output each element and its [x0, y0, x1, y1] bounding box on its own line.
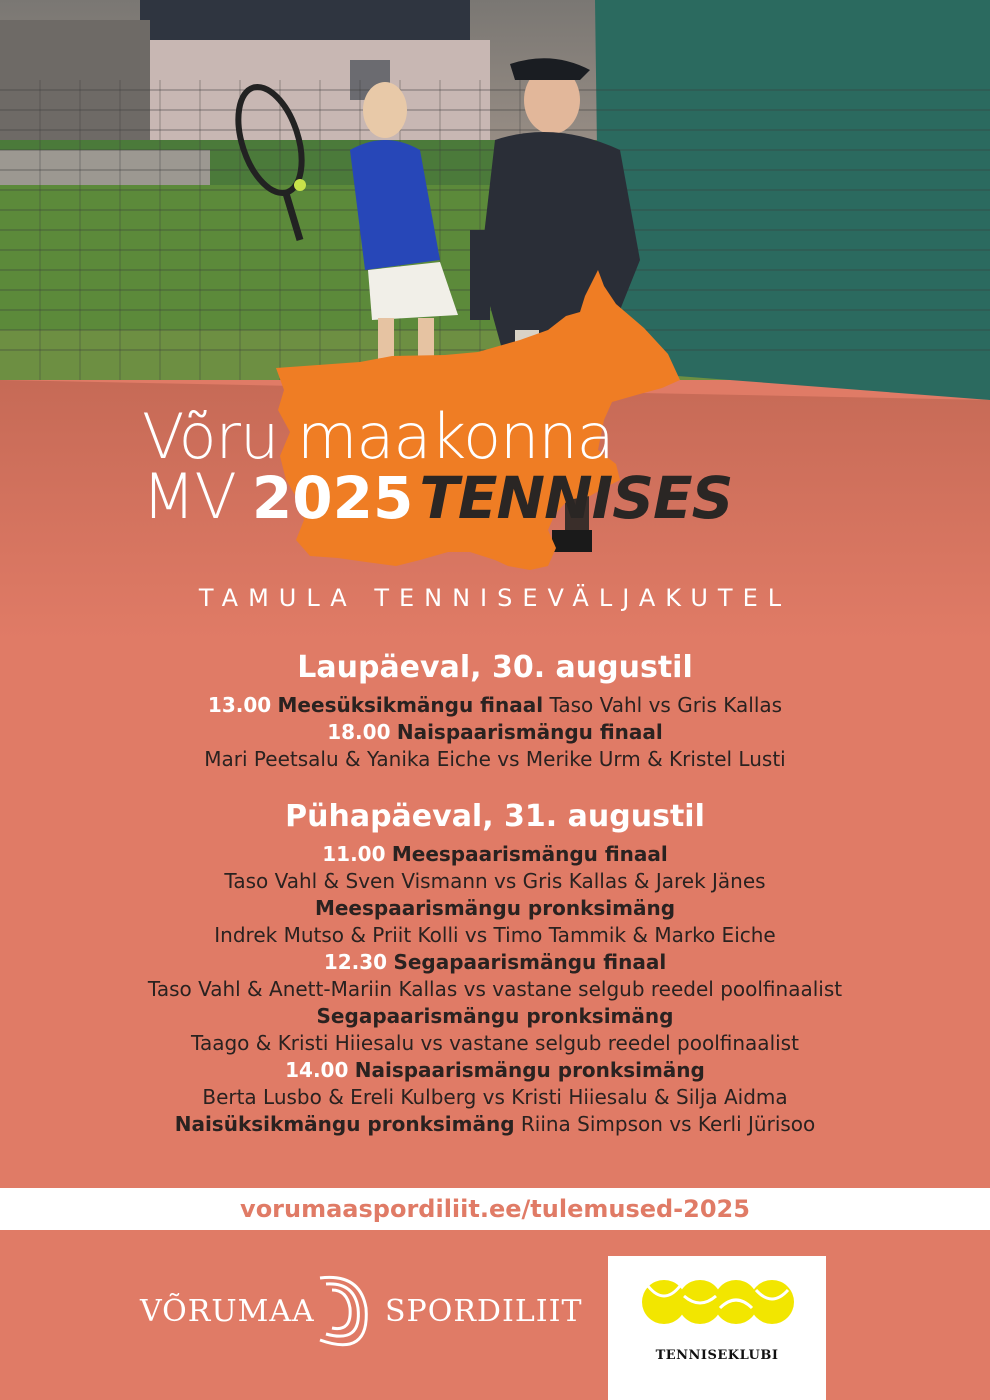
tennis-court-photo	[0, 0, 990, 640]
schedule-line: Meespaarismängu pronksimäng	[314, 896, 676, 920]
schedule-line: Mari Peetsalu & Yanika Eiche vs Merike Urm & Kristel Lusti	[204, 747, 786, 771]
venue-text: TAMULA TENNISEVÄLJAKUTEL	[198, 584, 792, 612]
title-sport: TENNISES	[419, 464, 733, 532]
results-link[interactable]: vorumaaspordiliit.ee/tulemused-2025	[240, 1195, 750, 1223]
title-row-2	[142, 460, 732, 533]
schedule-line: Taago & Kristi Hiiesalu vs vastane selgub reedel poolfinaalist	[191, 1031, 799, 1055]
vsch-ball-letters-icon	[608, 1256, 826, 1346]
title-county: Võru maakonna	[142, 400, 614, 473]
logo-caption: TENNISEKLUBI	[655, 1348, 779, 1363]
schedule-line: Naisüksikmängu pronksimäng Riina Simpson vs Kerli Jürisoo	[174, 1112, 816, 1136]
schedule-line: 14.00 Naispaarismängu pronksimäng	[285, 1058, 705, 1082]
vorumaa-spordiliit-logo	[140, 1268, 583, 1358]
title-mv: MV	[142, 460, 236, 533]
schedule-line: Taso Vahl & Anett-Mariin Kallas vs vastane selgub reedel poolfinaalist	[147, 977, 843, 1001]
url-band	[0, 1188, 990, 1230]
schedule-line: Indrek Mutso & Priit Kolli vs Timo Tammik & Marko Eiche	[214, 923, 776, 947]
hero-photo	[0, 0, 990, 640]
logo-word-vorumaa: VÕRUMAA	[140, 1294, 315, 1329]
schedule-line: 12.30 Segapaarismängu finaal	[323, 950, 667, 974]
schedule-line: Taso Vahl & Sven Vismann vs Gris Kallas & Jarek Jänes	[224, 869, 766, 893]
vsch-tenniseklubi-logo	[608, 1256, 826, 1400]
day-saturday	[0, 648, 990, 773]
arc-swoosh-icon	[320, 1277, 366, 1344]
logo-word-spordiliit: SPORDILIIT	[385, 1294, 583, 1329]
day-title: Pühapäeval, 31. augustil	[285, 799, 705, 834]
schedule-line: 13.00 Meesüksikmängu finaal Taso Vahl vs Gris Kallas	[207, 693, 783, 717]
schedule	[0, 648, 990, 1138]
schedule-line: 18.00 Naispaarismängu finaal	[327, 720, 663, 744]
day-title: Laupäeval, 30. augustil	[297, 650, 693, 685]
title-year: 2025	[251, 464, 414, 532]
schedule-line: Segapaarismängu pronksimäng	[316, 1004, 674, 1028]
schedule-line: 11.00 Meespaarismängu finaal	[322, 842, 668, 866]
day-sunday	[0, 797, 990, 1138]
schedule-line: Berta Lusbo & Ereli Kulberg vs Kristi Hiiesalu & Silja Aidma	[202, 1085, 788, 1109]
